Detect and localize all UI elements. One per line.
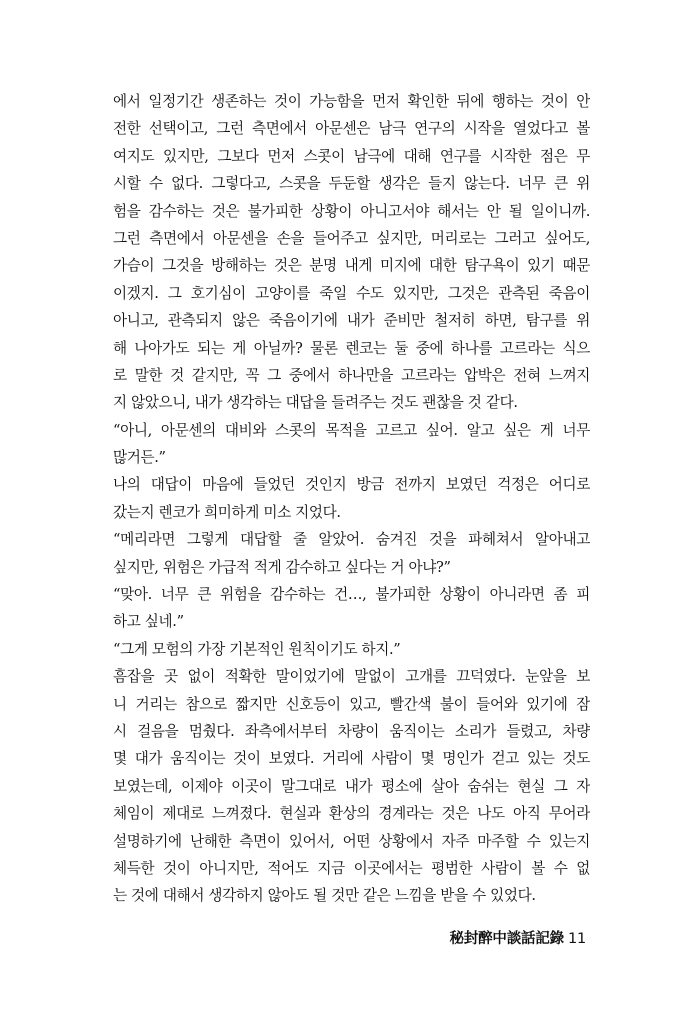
text-line: 체임이 제대로 느껴졌다. 현실과 환상의 경계라는 것은 나도 아직 무어라 — [113, 805, 590, 823]
text-line: 니 거리는 참으로 짧지만 신호등이 있고, 빨간색 불이 들어와 있기에 잠 — [113, 695, 590, 713]
dialogue-line: 싶지만, 위험은 가급적 적게 감수하고 싶다는 거 아냐?” — [113, 558, 451, 576]
text-line: 가슴이 그것을 방해하는 것은 분명 내게 미지에 대한 탐구욕이 있기 때문 — [113, 257, 590, 275]
dialogue-line: 많거든.” — [113, 449, 166, 467]
text-line: 여지도 있지만, 그보다 먼저 스콧이 남극에 대해 연구를 시작한 점은 무 — [113, 147, 590, 165]
text-line: 나의 대답이 마음에 들었던 것인지 방금 전까지 보였던 걱정은 어디로 — [113, 476, 590, 494]
book-title: 秘封醉中談話記錄 — [449, 931, 564, 947]
text-line: 갔는지 렌코가 희미하게 미소 지었다. — [113, 503, 341, 521]
text-line: 지 않았으니, 내가 생각하는 대답을 들려주는 것도 괜찮을 것 같다. — [113, 394, 518, 412]
text-line: 이겠지. 그 호기심이 고양이를 죽일 수도 있지만, 그것은 관측된 죽음이 — [113, 284, 590, 302]
text-line: 해 나아가도 되는 게 아닐까? 물론 렌코는 둘 중에 하나를 고르라는 식으 — [113, 339, 590, 357]
text-line: 설명하기에 난해한 측면이 있어서, 어떤 상황에서 자주 마주할 수 있는지 — [113, 832, 590, 850]
page-number: 11 — [567, 931, 586, 947]
text-line: 보였는데, 이제야 이곳이 말그대로 내가 평소에 살아 숨쉬는 현실 그 자 — [113, 777, 590, 795]
text-line: 시 걸음을 멈췄다. 좌측에서부터 차량이 움직이는 소리가 들렸고, 차량 — [113, 722, 590, 740]
text-line: 는 것에 대해서 생각하지 않아도 될 것만 같은 느낌을 받을 수 있었다. — [113, 887, 536, 905]
dialogue-line: “메리라면 그렇게 대답할 줄 알았어. 숨겨진 것을 파헤쳐서 알아내고 — [113, 531, 590, 549]
text-line: 체득한 것이 아니지만, 적어도 지금 이곳에서는 평범한 사람이 볼 수 없 — [113, 859, 590, 877]
text-line: 전한 선택이고, 그런 측면에서 아문센은 남극 연구의 시작을 열었다고 볼 — [113, 120, 590, 138]
dialogue-line: “맞아. 너무 큰 위험을 감수하는 건…, 불가피한 상황이 아니라면 좀 피 — [113, 586, 590, 604]
dialogue-line: “아니, 아문센의 대비와 스콧의 목적을 고르고 싶어. 알고 싶은 게 너무 — [113, 421, 590, 439]
text-line: 험을 감수하는 것은 불가피한 상황이 아니고서야 해서는 안 될 일이니까. — [113, 202, 590, 220]
text-line: 그런 측면에서 아문센을 손을 들어주고 싶지만, 머리로는 그러고 싶어도, — [113, 229, 590, 247]
page-footer — [450, 927, 586, 948]
text-line: 흠잡을 곳 없이 적확한 말이었기에 말없이 고개를 끄덕였다. 눈앞을 보 — [113, 668, 590, 686]
dialogue-line: 하고 싶네.” — [113, 613, 184, 631]
text-line: 로 말한 것 같지만, 꼭 그 중에서 하나만을 고르라는 압박은 전혀 느껴지 — [113, 366, 590, 384]
page-body-text — [113, 88, 590, 910]
dialogue-line: “그게 모험의 가장 기본적인 원칙이기도 하지.” — [113, 640, 401, 658]
text-line: 에서 일정기간 생존하는 것이 가능함을 먼저 확인한 뒤에 행하는 것이 안 — [113, 93, 590, 110]
text-line: 시할 수 없다. 그렇다고, 스콧을 두둔할 생각은 들지 않는다. 너무 큰 위 — [113, 175, 590, 193]
text-line: 몇 대가 움직이는 것이 보였다. 거리에 사람이 몇 명인가 걷고 있는 것도 — [113, 750, 590, 768]
text-line: 아니고, 관측되지 않은 죽음이기에 내가 준비만 철저히 하면, 탐구를 위 — [113, 312, 590, 330]
